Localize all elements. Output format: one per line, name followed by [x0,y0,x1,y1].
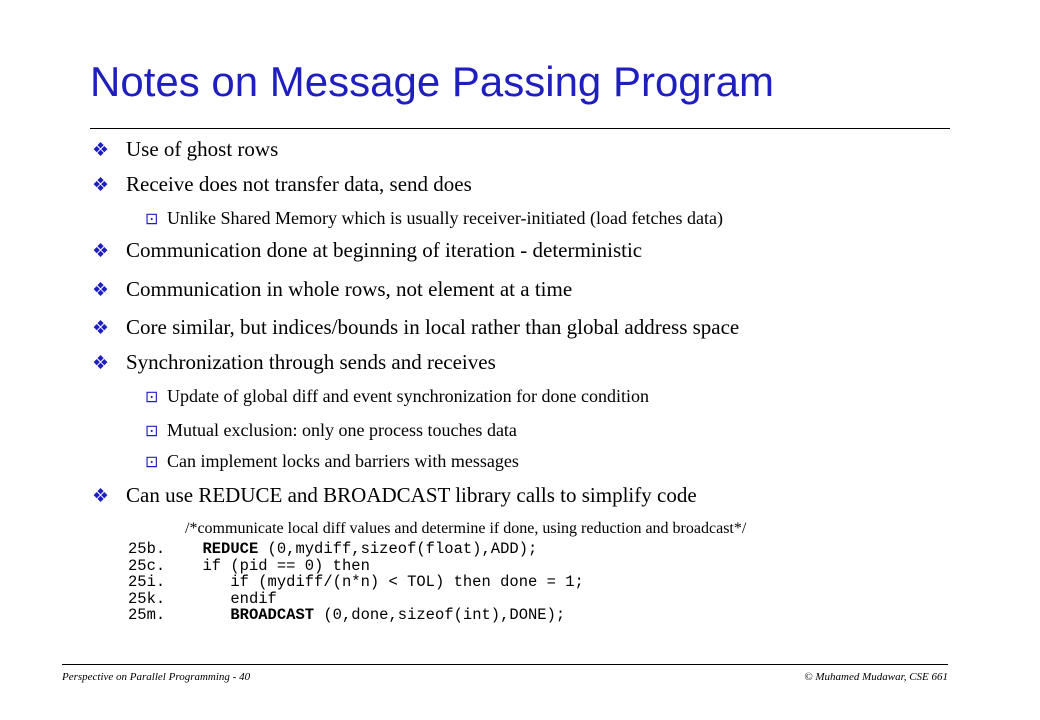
diamond-bullet-icon: ❖ [92,353,110,374]
slide-title: Notes on Message Passing Program [90,58,774,105]
code-line: 25b. REDUCE (0,mydiff,sizeof(float),ADD); [128,540,538,558]
subbullet-locks-barriers: ⊡ Can implement locks and barriers with messages [145,450,519,474]
diamond-bullet-icon: ❖ [92,280,110,301]
bullet-receive-send: ❖ Receive does not transfer data, send does [92,172,472,196]
subbullet-shared-memory: ⊡ Unlike Shared Memory which is usually receiver-initiated (load fetches data) [145,207,723,231]
diamond-bullet-icon: ❖ [92,175,110,196]
box-bullet-icon: ⊡ [145,423,159,440]
box-bullet-icon: ⊡ [145,454,159,471]
box-bullet-icon: ⊡ [145,389,159,406]
code-line: 25i. if (mydiff/(n*n) < TOL) then done = 1; [128,573,584,591]
bullet-whole-rows: ❖ Communication in whole rows, not element at a time [92,277,573,301]
bullet-core-similar: ❖ Core similar, but indices/bounds in local rather than global address space [92,315,740,339]
code-comment: /*communicate local diff values and determine if done, using reduction and broadcast*/ [185,520,747,537]
code-line: 25k. endif [128,589,277,608]
diamond-bullet-icon: ❖ [92,241,110,262]
subbullet-mutual-exclusion: ⊡ Mutual exclusion: only one process touches data [145,419,517,443]
box-bullet-icon: ⊡ [145,211,159,228]
bullet-ghost-rows: ❖ Use of ghost rows [92,137,279,161]
title-divider [90,128,950,129]
diamond-bullet-icon: ❖ [92,318,110,339]
bullet-communication-beginning: ❖ Communication done at beginning of iteration - deterministic [92,238,643,262]
footer-course-label: Perspective on Parallel Programming - 40 [62,671,251,683]
code-block [128,541,584,624]
footer-divider [62,664,948,665]
code-line: 25c. if (pid == 0) then [128,556,370,575]
subbullet-global-diff: ⊡ Update of global diff and event synchronization for done condition [145,385,649,409]
bullet-reduce-broadcast: ❖ Can use REDUCE and BROADCAST library calls to simplify code [92,483,697,507]
diamond-bullet-icon: ❖ [92,486,110,507]
bullet-synchronization: ❖ Synchronization through sends and receives [92,350,496,374]
diamond-bullet-icon: ❖ [92,140,110,161]
code-line: 25m. BROADCAST (0,done,sizeof(int),DONE); [128,606,566,624]
footer-copyright: © Muhamed Mudawar, CSE 661 [804,671,948,683]
